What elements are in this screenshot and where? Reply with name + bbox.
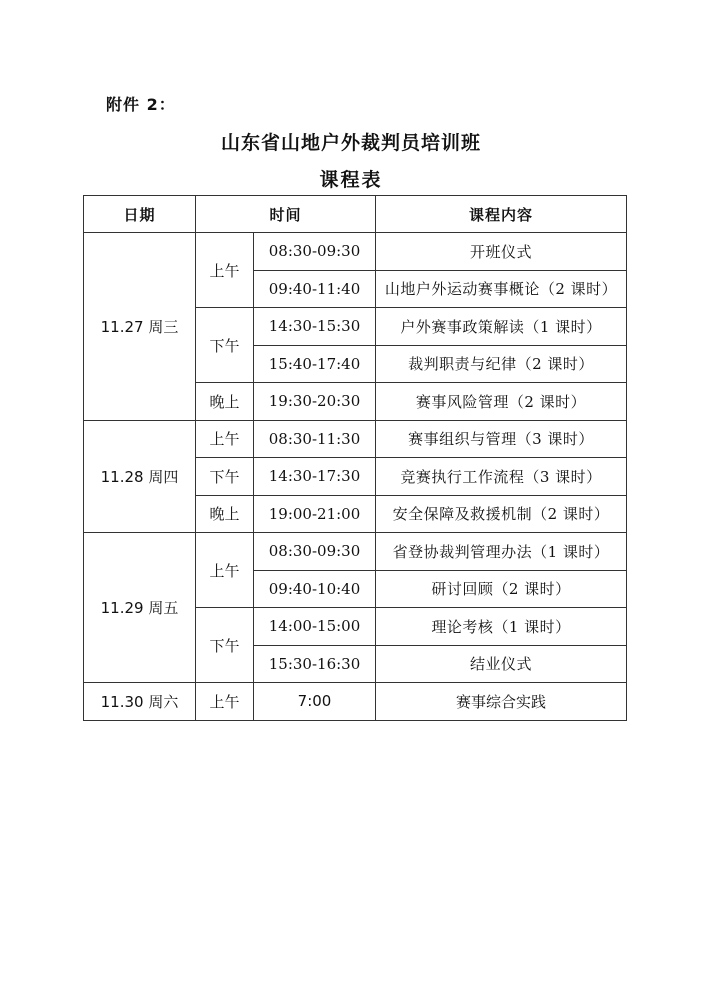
- table-row: [84, 233, 627, 271]
- time-cell: 08:30-09:30: [254, 233, 376, 271]
- course-cell: 山地户外运动赛事概论（2 课时）: [376, 270, 627, 308]
- time-cell: 14:30-17:30: [254, 458, 376, 496]
- date-cell: 11.30 周六: [84, 683, 196, 721]
- time-cell: 08:30-09:30: [254, 533, 376, 571]
- course-cell: 竞赛执行工作流程（3 课时）: [376, 458, 627, 496]
- time-cell: 14:30-15:30: [254, 308, 376, 346]
- header-content: 课程内容: [376, 196, 627, 233]
- document-title: 山东省山地户外裁判员培训班: [220, 132, 481, 154]
- course-cell: 开班仪式: [376, 233, 627, 271]
- period-cell: 晚上: [196, 495, 254, 533]
- course-cell: 赛事风险管理（2 课时）: [376, 383, 627, 421]
- period-cell: 下午: [196, 308, 254, 383]
- period-cell: 下午: [196, 458, 254, 496]
- course-cell: 结业仪式: [376, 645, 627, 683]
- period-cell: 晚上: [196, 383, 254, 421]
- course-cell: 理论考核（1 课时）: [376, 608, 627, 646]
- time-cell: 15:40-17:40: [254, 345, 376, 383]
- period-cell: 下午: [196, 608, 254, 683]
- table-header-row: [84, 196, 627, 233]
- time-cell: 08:30-11:30: [254, 420, 376, 458]
- period-cell: 上午: [196, 420, 254, 458]
- course-cell: 省登协裁判管理办法（1 课时）: [376, 533, 627, 571]
- date-cell: 11.27 周三: [84, 233, 196, 421]
- course-cell: 户外赛事政策解读（1 课时）: [376, 308, 627, 346]
- course-schedule-table: [83, 195, 627, 721]
- date-cell: 11.29 周五: [84, 533, 196, 683]
- period-cell: 上午: [196, 683, 254, 721]
- course-cell: 赛事组织与管理（3 课时）: [376, 420, 627, 458]
- table-row: [84, 683, 627, 721]
- course-cell: 赛事综合实践: [376, 683, 627, 721]
- time-cell: 15:30-16:30: [254, 645, 376, 683]
- time-cell: 19:30-20:30: [254, 383, 376, 421]
- time-cell: 7:00: [254, 683, 376, 721]
- course-cell: 裁判职责与纪律（2 课时）: [376, 345, 627, 383]
- table-row: [84, 533, 627, 571]
- course-cell: 安全保障及救援机制（2 课时）: [376, 495, 627, 533]
- header-date: 日期: [84, 196, 196, 233]
- table-row: [84, 420, 627, 458]
- time-cell: 09:40-11:40: [254, 270, 376, 308]
- period-cell: 上午: [196, 233, 254, 308]
- time-cell: 09:40-10:40: [254, 570, 376, 608]
- time-cell: 14:00-15:00: [254, 608, 376, 646]
- course-cell: 研讨回顾（2 课时）: [376, 570, 627, 608]
- attachment-label: 附件 2：: [106, 95, 176, 114]
- date-cell: 11.28 周四: [84, 420, 196, 533]
- header-time: 时间: [196, 196, 376, 233]
- time-cell: 19:00-21:00: [254, 495, 376, 533]
- period-cell: 上午: [196, 533, 254, 608]
- document-subtitle: 课程表: [319, 169, 383, 191]
